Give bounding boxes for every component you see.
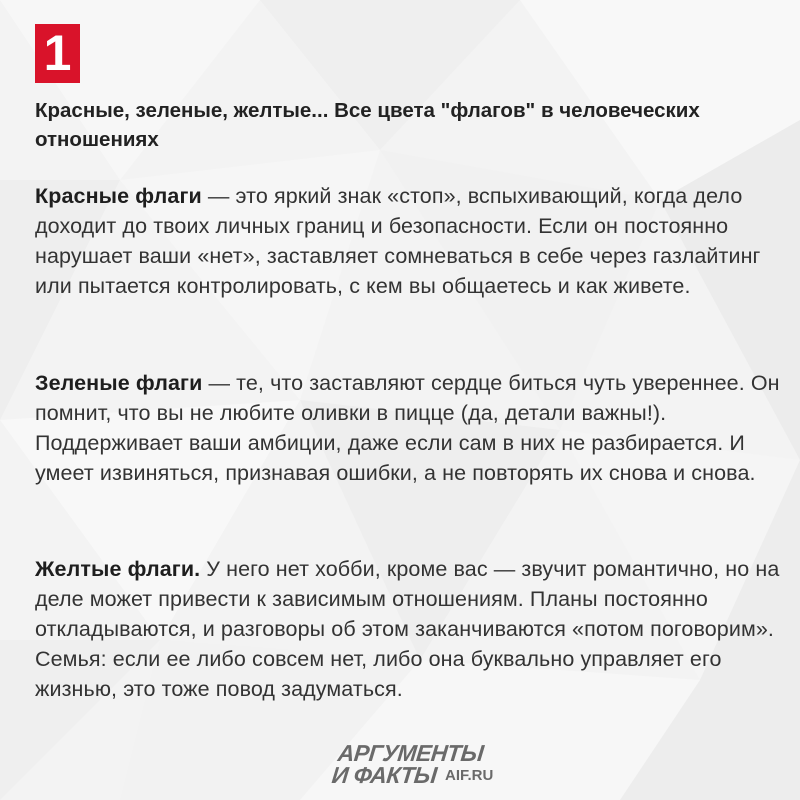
section-text: У него нет хобби, кроме вас — звучит романтично, но на деле может привести к зависимым отношениям. Планы постоянно откладываются, и разговоры об этом заканчиваются «потом поговорим». Семья: если ее либо совсем нет, либо она буквально управляет его жизнью, это тоже повод задуматься. [35, 557, 780, 701]
logo-line-1: АРГУМЕНТЫ [336, 740, 485, 766]
section-yellow-flags [35, 554, 780, 704]
section-text: — это яркий знак «стоп», вспыхивающий, когда дело доходит до твоих личных границ и безопасности. Если он постоянно нарушает ваши «нет», заставляет сомневаться в себе через газлайтинг или пытается контролировать, с кем вы общаетесь и как живете. [35, 184, 761, 298]
section-green-flags [35, 368, 780, 488]
logo-site: AIF.RU [445, 767, 494, 784]
section-lead: Зеленые флаги [35, 371, 203, 395]
section-text: — те, что заставляют сердце биться чуть увереннее. Он помнит, что вы не любите оливки в пицце (да, детали важны!). Поддерживает ваши амбиции, даже если сам в них не разбирается. И умеет извиняться, признавая ошибки, а не повторять их снова и снова. [35, 371, 780, 485]
aif-logo [332, 741, 522, 789]
section-red-flags [35, 181, 780, 301]
section-lead: Желтые флаги. [35, 557, 201, 581]
page-title: Красные, зеленые, желтые... Все цвета "флагов" в человеческих отношениях [35, 99, 700, 151]
page-number-badge: 1 [35, 24, 80, 83]
logo-line-2: И ФАКТЫ [330, 762, 438, 788]
section-lead: Красные флаги [35, 184, 202, 208]
